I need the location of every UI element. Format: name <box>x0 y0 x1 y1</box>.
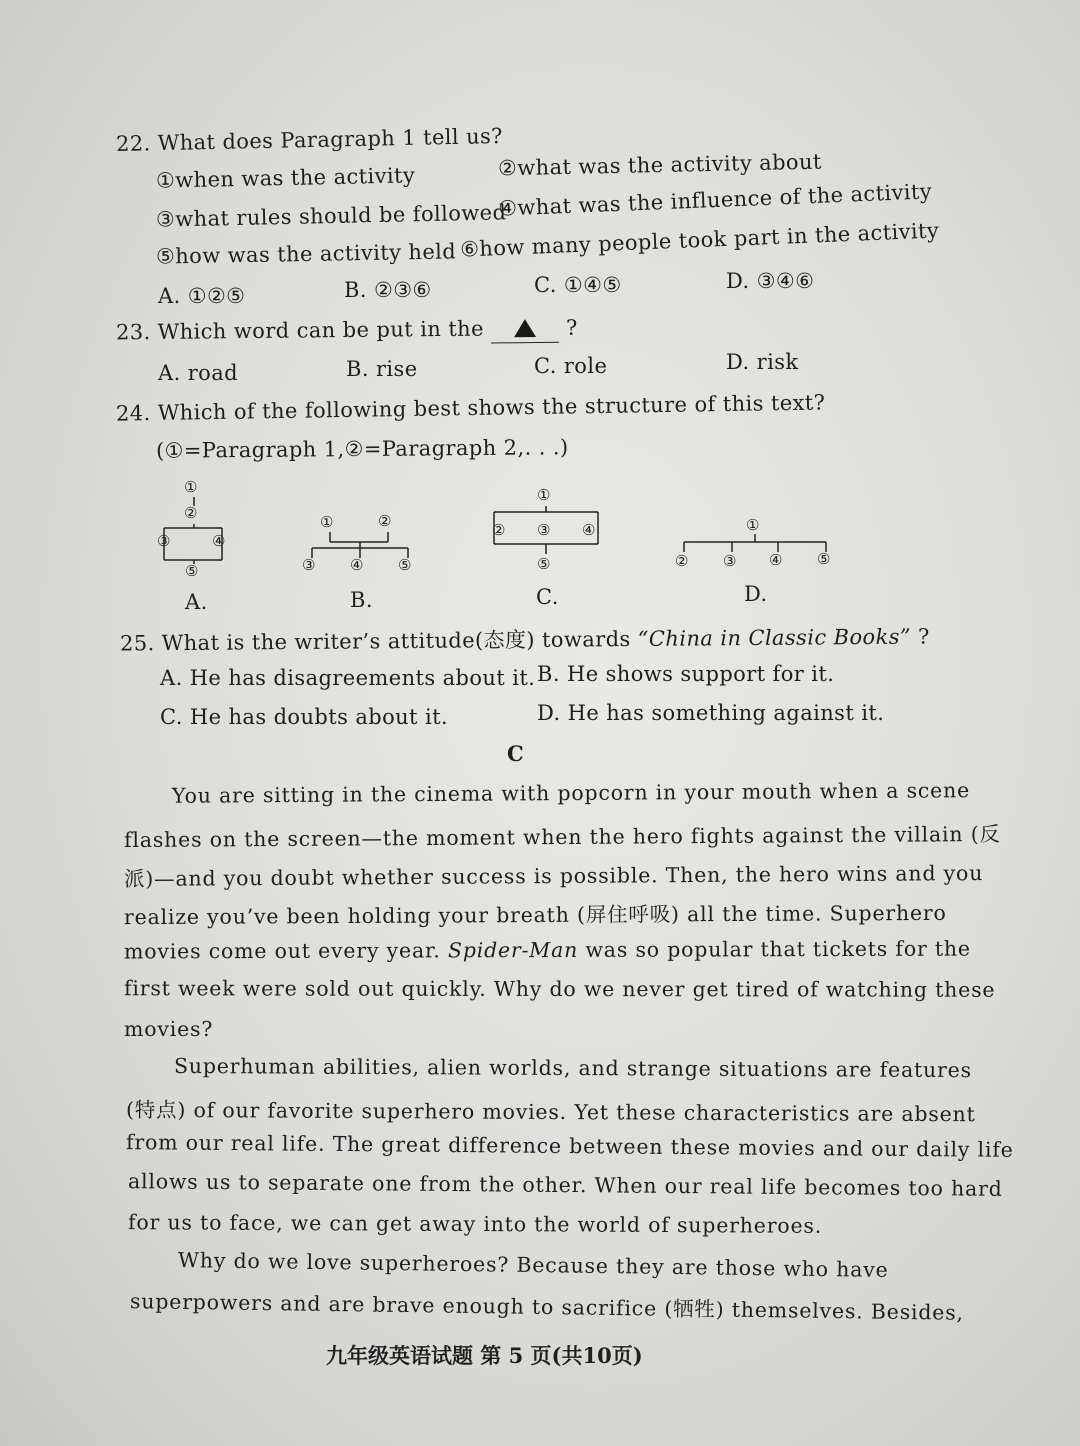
p1-line-4: realize you’ve been holding your breath (屏住呼吸) all the time. Superhero <box>123 900 947 930</box>
diagram-d-node-5: ⑤ <box>817 550 831 568</box>
q23-option-b: B. rise <box>346 357 418 381</box>
q25-option-b: B. He shows support for it. <box>537 662 835 686</box>
diagram-b-label: B. <box>350 588 373 612</box>
p1-line-5 <box>124 937 971 964</box>
spider-man-title: Spider-Man <box>447 937 579 963</box>
diagram-d-node-3: ③ <box>723 552 737 570</box>
q22-item-2: ②what was the activity about <box>497 149 822 181</box>
q23-stem <box>116 316 578 346</box>
p1-line-1: You are sitting in the cinema with popcorn in your mouth when a scene <box>171 778 971 808</box>
diagram-b-node-5: ⑤ <box>398 556 412 574</box>
p2-line-2: (特点) of our favorite superhero movies. Yet these characteristics are absent <box>125 1097 976 1127</box>
page-footer: 九年级英语试题 第 5 页(共10页) <box>326 1343 643 1368</box>
p1-line-7: movies? <box>124 1017 214 1041</box>
diagram-c-node-4: ④ <box>582 521 596 539</box>
q23-option-d: D. risk <box>726 350 799 374</box>
q23-option-c: C. role <box>534 354 608 378</box>
p1-line-5-end: was so popular that tickets for the <box>585 936 971 962</box>
diagram-a-node-5: ⑤ <box>185 562 199 580</box>
q22-item-1: ①when was the activity <box>155 163 416 193</box>
diagram-a-label: A. <box>185 590 208 614</box>
p3-line-1: Why do we love superheroes? Because they are those who have <box>177 1248 889 1282</box>
q22-item-5: ⑤how was the activity held <box>155 239 457 269</box>
diagram-b-node-4: ④ <box>350 556 364 574</box>
q22-option-c: C. ①④⑤ <box>534 273 622 297</box>
diagram-d-node-4: ④ <box>769 551 783 569</box>
q22-item-3: ③what rules should be followed <box>155 200 507 232</box>
q25-stem-text: 25. What is the writer’s attitude(态度) towards <box>119 627 638 656</box>
section-c-heading: C <box>507 741 524 766</box>
triangle-icon <box>514 319 536 337</box>
diagram-c-node-3: ③ <box>537 521 551 539</box>
diagram-d-node-2: ② <box>675 552 689 570</box>
q22-option-d: D. ③④⑥ <box>726 269 815 293</box>
p2-line-4: allows us to separate one from the other. When our real life becomes too hard <box>127 1169 1003 1201</box>
p1-line-6: first week were sold out quickly. Why do we never get tired of watching these <box>123 976 996 1002</box>
q24-note: (①=Paragraph 1,②=Paragraph 2,. . .) <box>155 435 569 463</box>
p3-line-2: superpowers and are brave enough to sacrifice (牺牲) themselves. Besides, <box>129 1289 965 1325</box>
q23-blank <box>491 318 559 344</box>
q23-stem-mark: ? <box>565 315 578 340</box>
q23-option-a: A. road <box>158 361 238 385</box>
diagram-c-label: C. <box>536 585 559 609</box>
diagram-a-node-3: ③ <box>157 532 171 550</box>
p1-line-3: 派)—and you doubt whether success is possible. Then, the hero wins and you <box>123 861 984 891</box>
q22-option-b: B. ②③⑥ <box>344 278 432 302</box>
diagram-d-label: D. <box>744 582 768 606</box>
diagram-a-node-4: ④ <box>212 532 226 550</box>
q24-stem: 24. Which of the following best shows the structure of this text? <box>115 390 826 426</box>
diagram-c-node-2: ② <box>492 521 506 539</box>
q23-stem-text: 23. Which word can be put in the <box>115 316 484 345</box>
q25-option-d: D. He has something against it. <box>537 701 885 725</box>
p2-line-1: Superhuman abilities, alien worlds, and strange situations are features <box>173 1053 972 1083</box>
p2-line-5: for us to face, we can get away into the world of superheroes. <box>127 1210 823 1238</box>
q25-option-c: C. He has doubts about it. <box>160 705 449 729</box>
diagram-b-node-1: ① <box>320 513 334 531</box>
diagram-a-node-2: ② <box>184 504 198 522</box>
q25-stem-mark: ? <box>917 624 930 649</box>
diagram-a-node-1: ① <box>184 478 198 496</box>
diagram-b-node-2: ② <box>378 512 392 530</box>
q25-book-title: “China in Classic Books” <box>637 624 912 652</box>
p2-line-3: from our real life. The great difference between these movies and our daily life <box>125 1130 1014 1162</box>
q22-item-6: ⑥how many people took part in the activity <box>459 218 940 262</box>
p1-line-5-start: movies come out every year. <box>123 938 441 964</box>
diagram-d-node-1: ① <box>746 516 760 534</box>
q22-item-4: ④what was the influence of the activity <box>497 179 933 221</box>
diagram-b-node-3: ③ <box>302 556 316 574</box>
diagram-c-node-5: ⑤ <box>537 555 551 573</box>
diagram-c-node-1: ① <box>537 486 551 504</box>
diagram-a-lines <box>150 476 250 586</box>
q22-stem: 22. What does Paragraph 1 tell us? <box>115 123 504 157</box>
q25-option-a: A. He has disagreements about it. <box>160 666 536 690</box>
p1-line-2: flashes on the screen—the moment when the hero fights against the villain (反 <box>123 821 1001 853</box>
q25-stem <box>120 620 930 657</box>
q22-option-a: A. ①②⑤ <box>158 284 246 308</box>
